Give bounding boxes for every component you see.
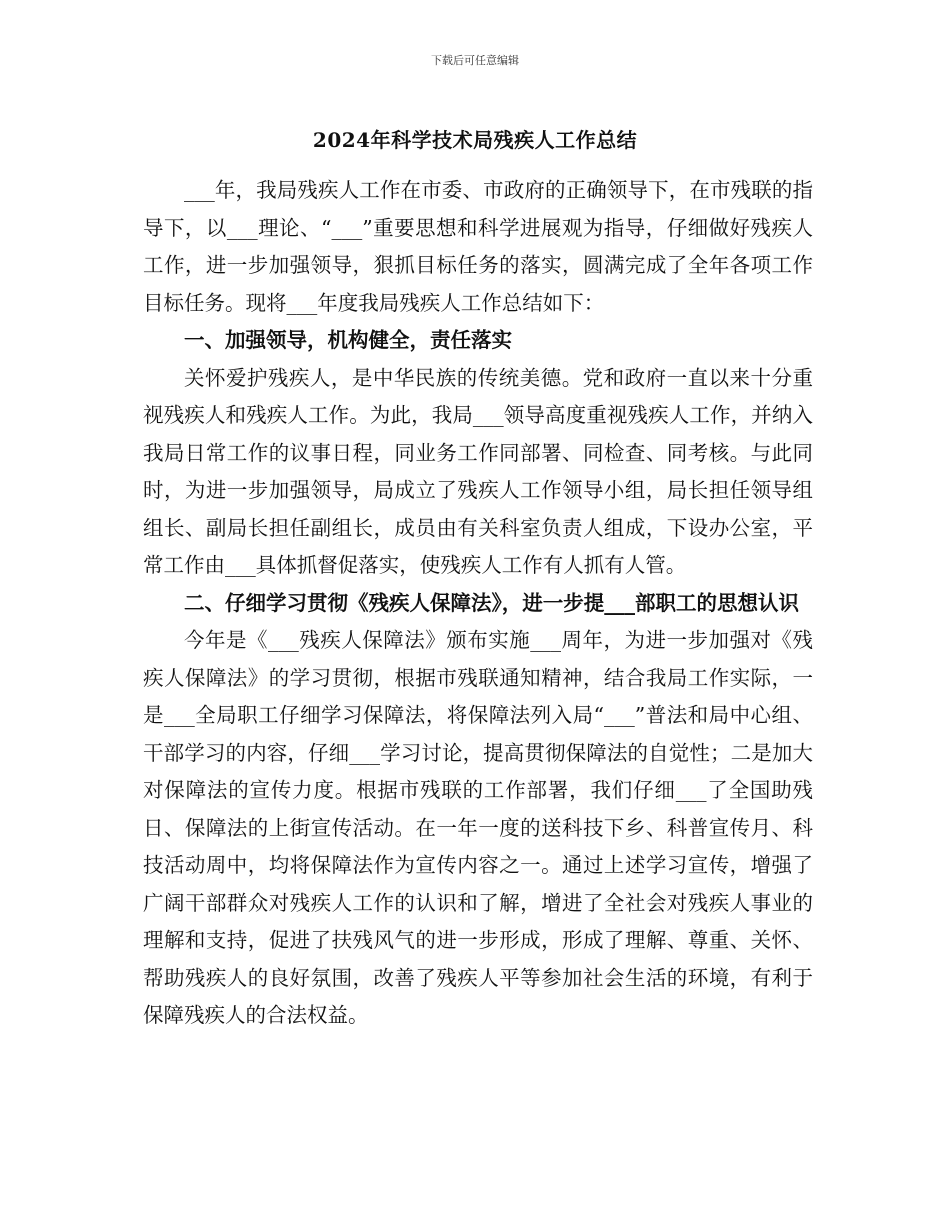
document-title: 2024年科学技术局残疾人工作总结 (312, 128, 638, 152)
section-heading-1: 一、加强领导，机构健全，责任落实 (184, 328, 512, 352)
section-2-paragraph: 今年是《___残疾人保障法》颁布实施___周年，为进一步加强对《残疾人保障法》的学习贯彻，根据市残联通知精神，结合我局工作实际，一是___全局职工仔细学习保障法，将保障法列入局“___”普法和局中心组、干部学习的内容，仔细___学习讨论，提高贯彻保障法的自觉性；二是加大对保障法的宣传力度。根据市残联的工作部署，我们仔细___了全国助残日、保障法的上街宣传活动。在一年一度的送科技下乡、科普宣传月、科技活动周中，均将保障法作为宣传内容之一。通过上述学习宣传，增强了广阔干部群众对残疾人工作的认识和了解，增进了全社会对残疾人事业的理解和支持，促进了扶残风气的进一步形成，形成了理解、尊重、关怀、帮助残疾人的良好氛围，改善了残疾人平等参加社会生活的环境，有利于保障残疾人的合法权益。 (143, 628, 813, 1027)
section-1-paragraph: 关怀爱护残疾人，是中华民族的传统美德。党和政府一直以来十分重视残疾人和残疾人工作。为此，我局___领导高度重视残疾人工作，并纳入我局日常工作的议事日程，同业务工作同部署、同检查、同考核。与此同时，为进一步加强领导，局成立了残疾人工作领导小组，局长担任领导组组长、副局长担任副组长，成员由有关科室负责人组成，下设办公室，平常工作由___具体抓督促落实，使残疾人工作有人抓有人管。 (143, 365, 813, 577)
intro-paragraph: ___年，我局残疾人工作在市委、市政府的正确领导下，在市残联的指导下，以___理论、“___”重要思想和科学进展观为指导，仔细做好残疾人工作，进一步加强领导，狠抓目标任务的落实，圆满完成了全年各项工作目标任务。现将___年度我局残疾人工作总结如下： (143, 178, 813, 315)
section-heading-2: 二、仔细学习贯彻《残疾人保障法》，进一步提___部职工的思想认识 (184, 590, 799, 615)
document-body (143, 172, 813, 1035)
header-note: 下载后可任意编辑 (431, 54, 519, 67)
